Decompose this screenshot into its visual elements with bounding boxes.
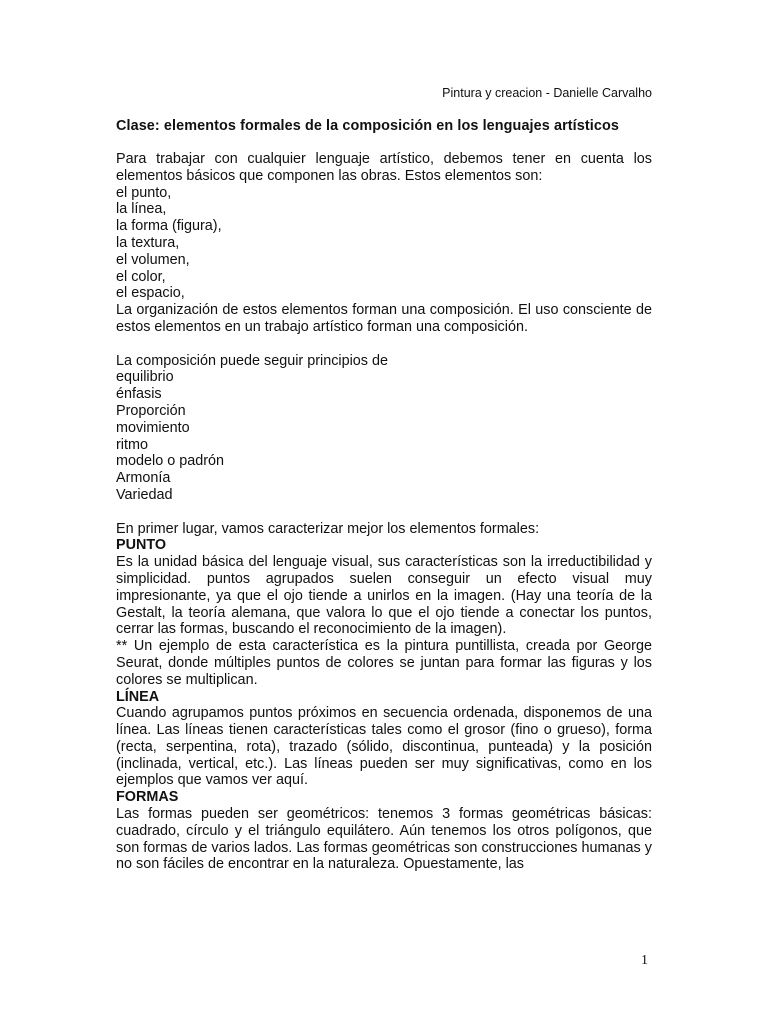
section-heading-linea: LÍNEA bbox=[116, 688, 160, 705]
document-title: Clase: elementos formales de la composición en los lenguajes artísticos bbox=[116, 118, 619, 134]
list-item: la forma (figura), bbox=[116, 218, 222, 235]
list-item: movimiento bbox=[116, 419, 190, 436]
document-body bbox=[116, 151, 652, 873]
punto-note: ** Un ejemplo de esta característica es la pintura puntillista, creada por George Seurat, donde múltiples puntos de colores se juntan para formar las figuras y los colores se multiplican. bbox=[116, 638, 652, 688]
list-item: equilibrio bbox=[116, 369, 174, 386]
list-item: Armonía bbox=[116, 470, 171, 487]
list-item: la textura, bbox=[116, 234, 180, 251]
intro-paragraph: Para trabajar con cualquier lenguaje artístico, debemos tener en cuenta los elementos básicos que componen las obras. Estos elementos son: bbox=[116, 151, 652, 184]
list-item: énfasis bbox=[116, 386, 162, 403]
formas-paragraph: Las formas pueden ser geométricos: tenemos 3 formas geométricas básicas: cuadrado, círculo y el triángulo equilátero. Aún tenemos los otros polígonos, que son formas de varios lados. Las formas geométricas son construcciones humanas y no son fáciles de encontrar en la naturaleza. Opuestamente, las bbox=[116, 806, 652, 873]
list-item: el espacio, bbox=[116, 285, 185, 302]
list-item: modelo o padrón bbox=[116, 453, 225, 470]
list-item: la línea, bbox=[116, 201, 167, 218]
page-number: 1 bbox=[641, 953, 648, 968]
list-item: el volumen, bbox=[116, 251, 190, 268]
running-header: Pintura y creacion - Danielle Carvalho bbox=[442, 86, 652, 100]
paragraph-spacer bbox=[116, 336, 652, 353]
punto-paragraph: Es la unidad básica del lenguaje visual, sus características son la irreductibilidad y simplicidad. puntos agrupados suelen conseguir un efecto visual muy impresionante, ya que el ojo tiende a unirlos en la imagen. (Hay una teoría de la Gestalt, la teoría alemana, que valora lo que el ojo tiende a conectar los puntos, cerrar las formas, buscando el reconocimiento de la imagen). bbox=[116, 554, 652, 638]
principles-list bbox=[116, 369, 652, 503]
linea-paragraph: Cuando agrupamos puntos próximos en secuencia ordenada, disponemos de una línea. Las líneas tienen características tales como el grosor (fino o grueso), forma (recta, serpentina, rota), trazado (sólido, discontinua, punteada) y la posición (inclinada, vertical, etc.). Las líneas pueden ser muy significativas, como en los ejemplos que vamos ver aquí. bbox=[116, 705, 652, 789]
elements-list bbox=[116, 185, 652, 303]
list-item: el color, bbox=[116, 268, 166, 285]
composition-paragraph: La organización de estos elementos forman una composición. El uso consciente de estos elementos en un trabajo artístico forman una composición. bbox=[116, 302, 652, 335]
principles-lead: La composición puede seguir principios de bbox=[116, 352, 388, 369]
list-item: Proporción bbox=[116, 402, 186, 419]
list-item: Variedad bbox=[116, 486, 173, 503]
formal-elements-intro: En primer lugar, vamos caracterizar mejor los elementos formales: bbox=[116, 520, 540, 537]
list-item: el punto, bbox=[116, 184, 172, 201]
paragraph-spacer bbox=[116, 504, 652, 521]
section-heading-punto: PUNTO bbox=[116, 537, 167, 554]
section-heading-formas: FORMAS bbox=[116, 789, 179, 806]
list-item: ritmo bbox=[116, 436, 148, 453]
